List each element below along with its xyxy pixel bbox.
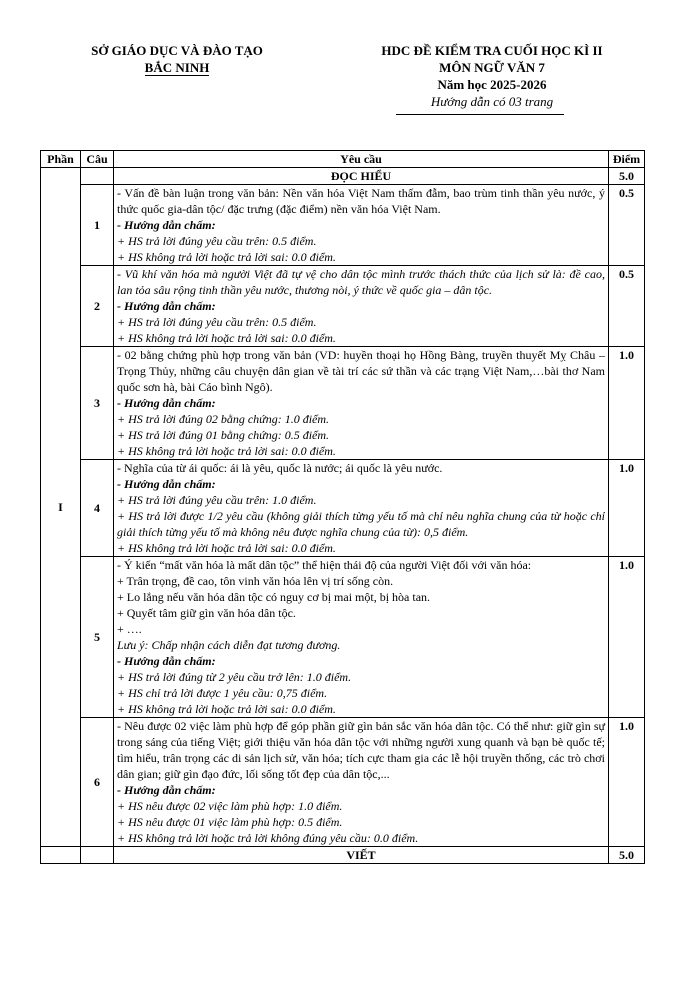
requirement-line: - Nghĩa của từ ái quốc: ái là yêu, quốc là nước; ái quốc là yêu nước. <box>117 461 443 475</box>
question-number: 5 <box>81 557 114 718</box>
requirement-line: + …. <box>117 622 142 636</box>
province-name: BẮC NINH <box>144 60 210 75</box>
question-number: 3 <box>81 347 114 460</box>
table-row <box>41 718 645 847</box>
question-requirement <box>114 347 609 460</box>
table-row <box>41 185 645 266</box>
exam-header <box>352 42 632 110</box>
requirement-line: + HS không trả lời hoặc trả lời sai: 0.0 điểm. <box>117 444 336 458</box>
section-title-reading: ĐỌC HIỂU <box>114 168 609 185</box>
requirement-line: - Hướng dẫn chấm: <box>117 477 216 491</box>
requirement-line: - Hướng dẫn chấm: <box>117 783 216 797</box>
question-points: 0.5 <box>609 266 645 347</box>
table-row <box>41 460 645 557</box>
requirement-line: - Hướng dẫn chấm: <box>117 218 216 232</box>
table-row <box>41 557 645 718</box>
requirement-line: + HS trả lời đúng yêu cầu trên: 0.5 điểm. <box>117 234 317 248</box>
requirement-line: + HS trả lời đúng yêu cầu trên: 0.5 điểm. <box>117 315 317 329</box>
requirement-line: + HS nêu được 01 việc làm phù hợp: 0.5 điểm. <box>117 815 343 829</box>
question-requirement <box>114 185 609 266</box>
question-number: 1 <box>81 185 114 266</box>
question-points: 0.5 <box>609 185 645 266</box>
table-row <box>41 266 645 347</box>
header-underline <box>396 114 564 115</box>
requirement-line: + HS trả lời đúng yêu cầu trên: 1.0 điểm. <box>117 493 317 507</box>
question-points: 1.0 <box>609 718 645 847</box>
requirement-line: + HS không trả lời hoặc trả lời sai: 0.0 điểm. <box>117 702 336 716</box>
question-number: 2 <box>81 266 114 347</box>
header-points: Điểm <box>609 151 645 168</box>
requirement-line: - Hướng dẫn chấm: <box>117 299 216 313</box>
requirement-line: + HS trả lời được 1/2 yêu cầu (không giải thích từng yếu tố mà chỉ nêu nghĩa chung của từ hoặc chỉ giải thích từng yếu tố mà không nêu được nghĩa chung của từ): 0,5 điểm. <box>117 509 605 539</box>
requirement-line: + HS không trả lời hoặc trả lời sai: 0.0 điểm. <box>117 541 336 555</box>
requirement-line: + HS không trả lời hoặc trả lời sai: 0.0 điểm. <box>117 250 336 264</box>
question-requirement <box>114 718 609 847</box>
header-question: Câu <box>81 151 114 168</box>
requirement-line: - Nêu được 02 việc làm phù hợp để góp phần giữ gìn bản sắc văn hóa dân tộc. Có thể như: giữ gìn sự trong sáng của tiếng Việt; giới thiệu văn hóa dân tộc với những người xung quanh và bạn bè quốc tế; tìm hiểu, trân trọng các di sản lịch sử, văn hóa; tích cực tham gia các lễ hội truyền thống, các trò chơi dân gian; giữ gìn đạo đức, lối sống tốt đẹp của dân tộc,... <box>117 719 605 781</box>
requirement-line: + Trân trọng, đề cao, tôn vinh văn hóa lên vị trí sống còn. <box>117 574 394 588</box>
page-count-note: Hướng dẫn có 03 trang <box>430 94 554 109</box>
question-requirement <box>114 557 609 718</box>
question-requirement <box>114 266 609 347</box>
table-header-row <box>41 151 645 168</box>
requirement-line: - Ý kiến “mất văn hóa là mất dân tộc” thể hiện thái độ của người Việt đối với văn hóa: <box>117 558 532 572</box>
requirement-line: + HS không trả lời hoặc trả lời sai: 0.0 điểm. <box>117 331 336 345</box>
header-part: Phần <box>41 151 81 168</box>
header-requirement: Yêu cầu <box>114 151 609 168</box>
requirement-line: + HS không trả lời hoặc trả lời không đúng yêu cầu: 0.0 điểm. <box>117 831 419 845</box>
requirement-line: Lưu ý: Chấp nhận cách diễn đạt tương đương. <box>117 638 341 652</box>
requirement-line: + HS trả lời đúng từ 2 yêu cầu trở lên: 1.0 điểm. <box>117 670 352 684</box>
part-label: I <box>41 168 81 847</box>
exam-title: HDC ĐỀ KIỂM TRA CUỐI HỌC KÌ II <box>381 43 603 58</box>
requirement-line: + HS nêu được 02 việc làm phù hợp: 1.0 điểm. <box>117 799 343 813</box>
requirement-line: + HS trả lời đúng 02 bằng chứng: 1.0 điểm. <box>117 412 330 426</box>
section-title-writing: VIẾT <box>114 847 609 864</box>
section-points-writing: 5.0 <box>609 847 645 864</box>
requirement-line: - Vấn đề bàn luận trong văn bản: Nền văn hóa Việt Nam thấm đẫm, bao trùm tinh thần yêu nước, ý thức quốc gia-dân tộc/ đặc trưng (đặc điểm) nền văn hóa Việt Nam. <box>117 186 605 216</box>
requirement-line: + HS chỉ trả lời được 1 yêu cầu: 0,75 điểm. <box>117 686 328 700</box>
section-row-reading <box>41 168 645 185</box>
question-requirement <box>114 460 609 557</box>
requirement-line: - Vũ khí văn hóa mà người Việt đã tự vệ cho dân tộc mình trước thách thức của lịch sử là: đề cao, lan tỏa sâu rộng tinh thần yêu nước, thương nòi, ý thức về quốc gia – dân tộc. <box>117 267 605 297</box>
question-number: 4 <box>81 460 114 557</box>
department-name: SỞ GIÁO DỤC VÀ ĐÀO TẠO <box>91 43 263 58</box>
section-row-writing <box>41 847 645 864</box>
requirement-line: + Lo lắng nếu văn hóa dân tộc có nguy cơ bị mai một, bị hòa tan. <box>117 590 431 604</box>
question-points: 1.0 <box>609 557 645 718</box>
question-number: 6 <box>81 718 114 847</box>
requirement-line: + Quyết tâm giữ gìn văn hóa dân tộc. <box>117 606 296 620</box>
section-points-reading: 5.0 <box>609 168 645 185</box>
requirement-line: - 02 bằng chứng phù hợp trong văn bản (VD: huyền thoại họ Hồng Bàng, truyền thuyết Mỵ Châu – Trọng Thủy, những câu chuyện dân gian về tài trí các sứ thần và các trạng Việt Nam,…bài thơ Nam quốc sơn hà, bài Cáo bình Ngô). <box>117 348 605 394</box>
grading-table <box>40 150 645 864</box>
question-points: 1.0 <box>609 460 645 557</box>
school-year: Năm học 2025-2026 <box>437 77 547 92</box>
requirement-line: - Hướng dẫn chấm: <box>117 396 216 410</box>
table-row <box>41 347 645 460</box>
department-header <box>62 42 292 76</box>
requirement-line: - Hướng dẫn chấm: <box>117 654 216 668</box>
question-points: 1.0 <box>609 347 645 460</box>
requirement-line: + HS trả lời đúng 01 bằng chứng: 0.5 điểm. <box>117 428 330 442</box>
table-body <box>41 168 645 864</box>
subject-title: MÔN NGỮ VĂN 7 <box>439 60 545 75</box>
